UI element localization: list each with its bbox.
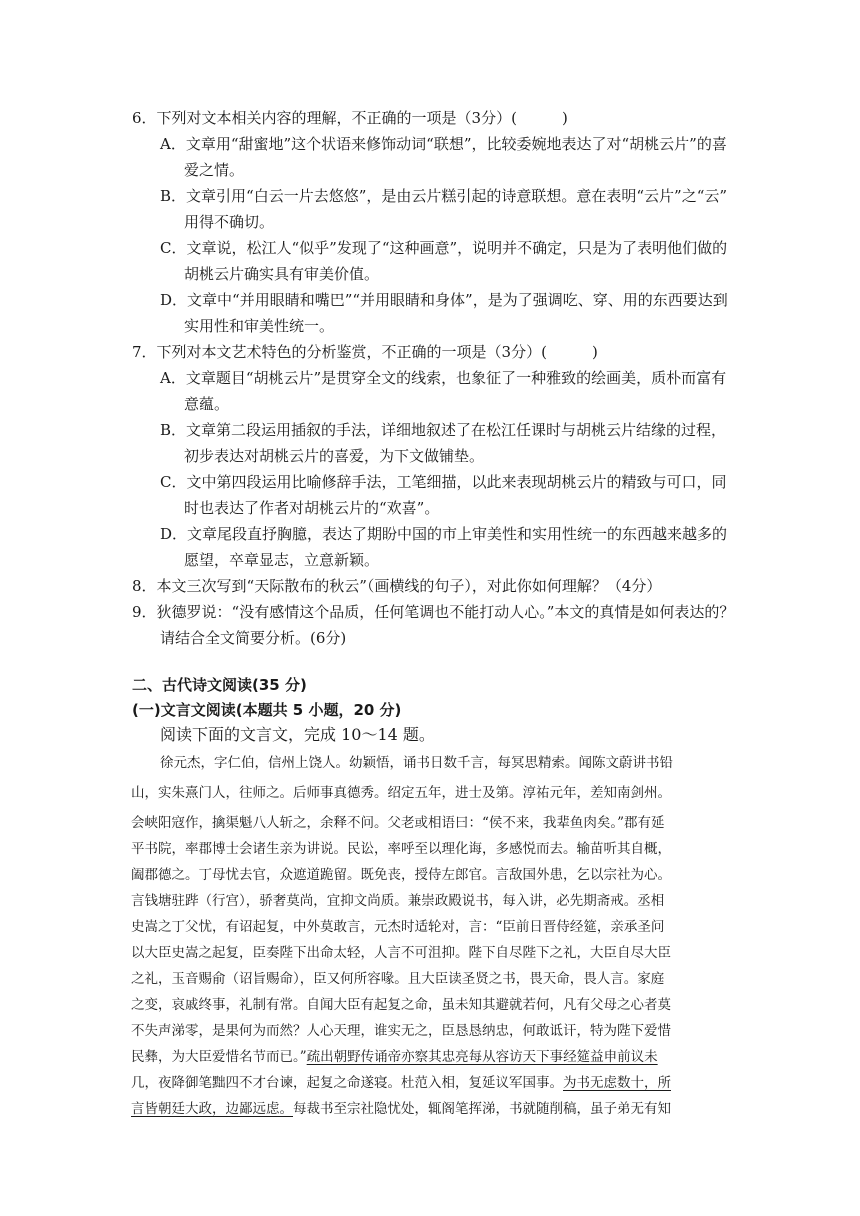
- q7-option-b: B．文章第二段运用插叙的手法，详细地叙述了在松江任课时与胡桃云片结缘的过程，: [160, 421, 727, 439]
- passage-line-12: [131, 1048, 658, 1066]
- q6-option-a-cont: 爱之情。: [184, 161, 245, 179]
- passage-line-1: 徐元杰，字仁伯，信州上饶人。幼颖悟，诵书日数千言，每冥思精索。闻陈文蔚讲书铅: [160, 755, 673, 771]
- subsection-title: (一)文言文阅读(本题共 5 小题，20 分): [132, 701, 402, 719]
- reading-instruction: 阅读下面的文言文，完成 10～14 题。: [160, 725, 435, 744]
- passage-line-9: 之礼，玉音赐俞（诏旨赐命），臣又何所容喙。且大臣读圣贤之书，畏天命，畏人言。家庭: [131, 971, 665, 987]
- q7-option-a: A．文章题目“胡桃云片”是贯穿全文的线索，也象征了一种雅致的绘画美，质朴而富有: [160, 369, 727, 387]
- passage-text: 每裁书至宗社隐忧处，辄阁笔挥涕，书就随削稿，虽子弟无有知: [293, 1101, 671, 1117]
- q7-option-c: C．文中第四段运用比喻修辞手法，工笔细描，以此来表现胡桃云片的精致与可口，同: [160, 473, 727, 491]
- q7-option-b-cont: 初步表达对胡桃云片的喜爱，为下文做铺垫。: [184, 447, 485, 465]
- q9-question-cont: 请结合全文简要分析。(6分): [160, 629, 347, 647]
- passage-line-5: 阖郡德之。丁母忧去官，众遮道跪留。既免丧，授侍左郎官。言敌国外患，乞以宗社为心。: [131, 867, 671, 883]
- passage-line-3: 会峡阳寇作，擒渠魁八人斩之，余释不问。父老或相语曰：“侯不来，我辈鱼肉矣。”郡有延: [131, 815, 665, 831]
- passage-text: 几，夜降御笔黜四不才台谏，起复之命遂寝。杜范入相，复延议军国事。: [131, 1075, 563, 1091]
- q6-option-b: B．文章引用“白云一片去悠悠”，是由云片糕引起的诗意联想。意在表明“云片”之“云”: [160, 187, 728, 205]
- q6-option-b-cont: 用得不确切。: [184, 213, 275, 231]
- passage-line-6: 言钱塘驻跸（行宫），骄奢莫尚，宜抑文尚质。兼崇政殿说书，每入讲，必先期斋戒。丞相: [131, 893, 665, 909]
- underlined-sentence: 疏出朝野传诵帝亦察其忠亮每从容访天下事经筵益申前议未: [306, 1049, 658, 1065]
- passage-text: 民彝，为大臣爱惜名节而已。”: [131, 1049, 307, 1065]
- passage-line-4: 平书院，率郡博士会诸生亲为讲说。民讼，率呼至以理化诲，多感悦而去。输苗听其自概，: [131, 841, 671, 857]
- q6-option-c-cont: 胡桃云片确实具有审美价值。: [184, 265, 380, 283]
- passage-line-2: 山，实朱熹门人，往师之。后师事真德秀。绍定五年，进士及第。淳祐元年，差知南剑州。: [131, 785, 671, 801]
- q7-option-c-cont: 时也表达了作者对胡桃云片的“欢喜”。: [184, 499, 440, 517]
- q8-question: 8．本文三次写到“天际散布的秋云”（画横线的句子），对此你如何理解？（4分）: [132, 577, 662, 595]
- underlined-sentence: 言皆朝廷大政，边鄙远虑。: [131, 1101, 293, 1117]
- passage-line-14: [131, 1100, 671, 1118]
- q9-question: 9．狄德罗说：“没有感情这个品质，任何笔调也不能打动人心。”本文的真情是如何表达的？: [132, 603, 735, 621]
- q6-stem: 6．下列对文本相关内容的理解，不正确的一项是（3分）( ): [132, 109, 568, 127]
- q7-option-a-cont: 意蕴。: [184, 395, 230, 413]
- q7-stem: 7．下列对本文艺术特色的分析鉴赏，不正确的一项是（3分）( ): [132, 343, 598, 361]
- q7-option-d: D．文章尾段直抒胸臆，表达了期盼中国的市上审美性和实用性统一的东西越来越多的: [160, 525, 728, 543]
- passage-line-8: 以大臣史嵩之起复，臣奏陛下出命太轻，人言不可沮抑。陛下自尽陛下之礼，大臣自尽大臣: [131, 945, 671, 961]
- passage-line-7: 史嵩之丁父忧，有诏起复，中外莫敢言，元杰时适轮对，言：“臣前日晋侍经筵，亲承圣问: [131, 919, 665, 935]
- passage-line-10: 之变，哀戚终事，礼制有常。自闻大臣有起复之命，虽未知其避就若何，凡有父母之心者莫: [131, 997, 671, 1013]
- q6-option-a: A．文章用“甜蜜地”这个状语来修饰动词“联想”，比较委婉地表达了对“胡桃云片”的喜: [160, 135, 727, 153]
- passage-line-11: 不失声涕零，是果何为而然？人心天理，谁实无之，臣恳恳纳忠，何敢诋讦，特为陛下爱惜: [131, 1023, 671, 1039]
- q6-option-d: D．文章中“并用眼睛和嘴巴”“并用眼睛和身体”，是为了强调吃、穿、用的东西要达到: [160, 291, 728, 309]
- q7-option-d-cont: 愿望，卒章显志，立意新颖。: [184, 551, 380, 569]
- q6-option-c: C．文章说，松江人“似乎”发现了“这种画意”，说明并不确定，只是为了表明他们做的: [160, 239, 728, 257]
- passage-line-13: [131, 1074, 671, 1092]
- section-title: 二、古代诗文阅读(35 分): [132, 676, 307, 694]
- underlined-sentence: 为书无虑数十，所: [563, 1075, 671, 1091]
- q6-option-d-cont: 实用性和审美性统一。: [184, 317, 335, 335]
